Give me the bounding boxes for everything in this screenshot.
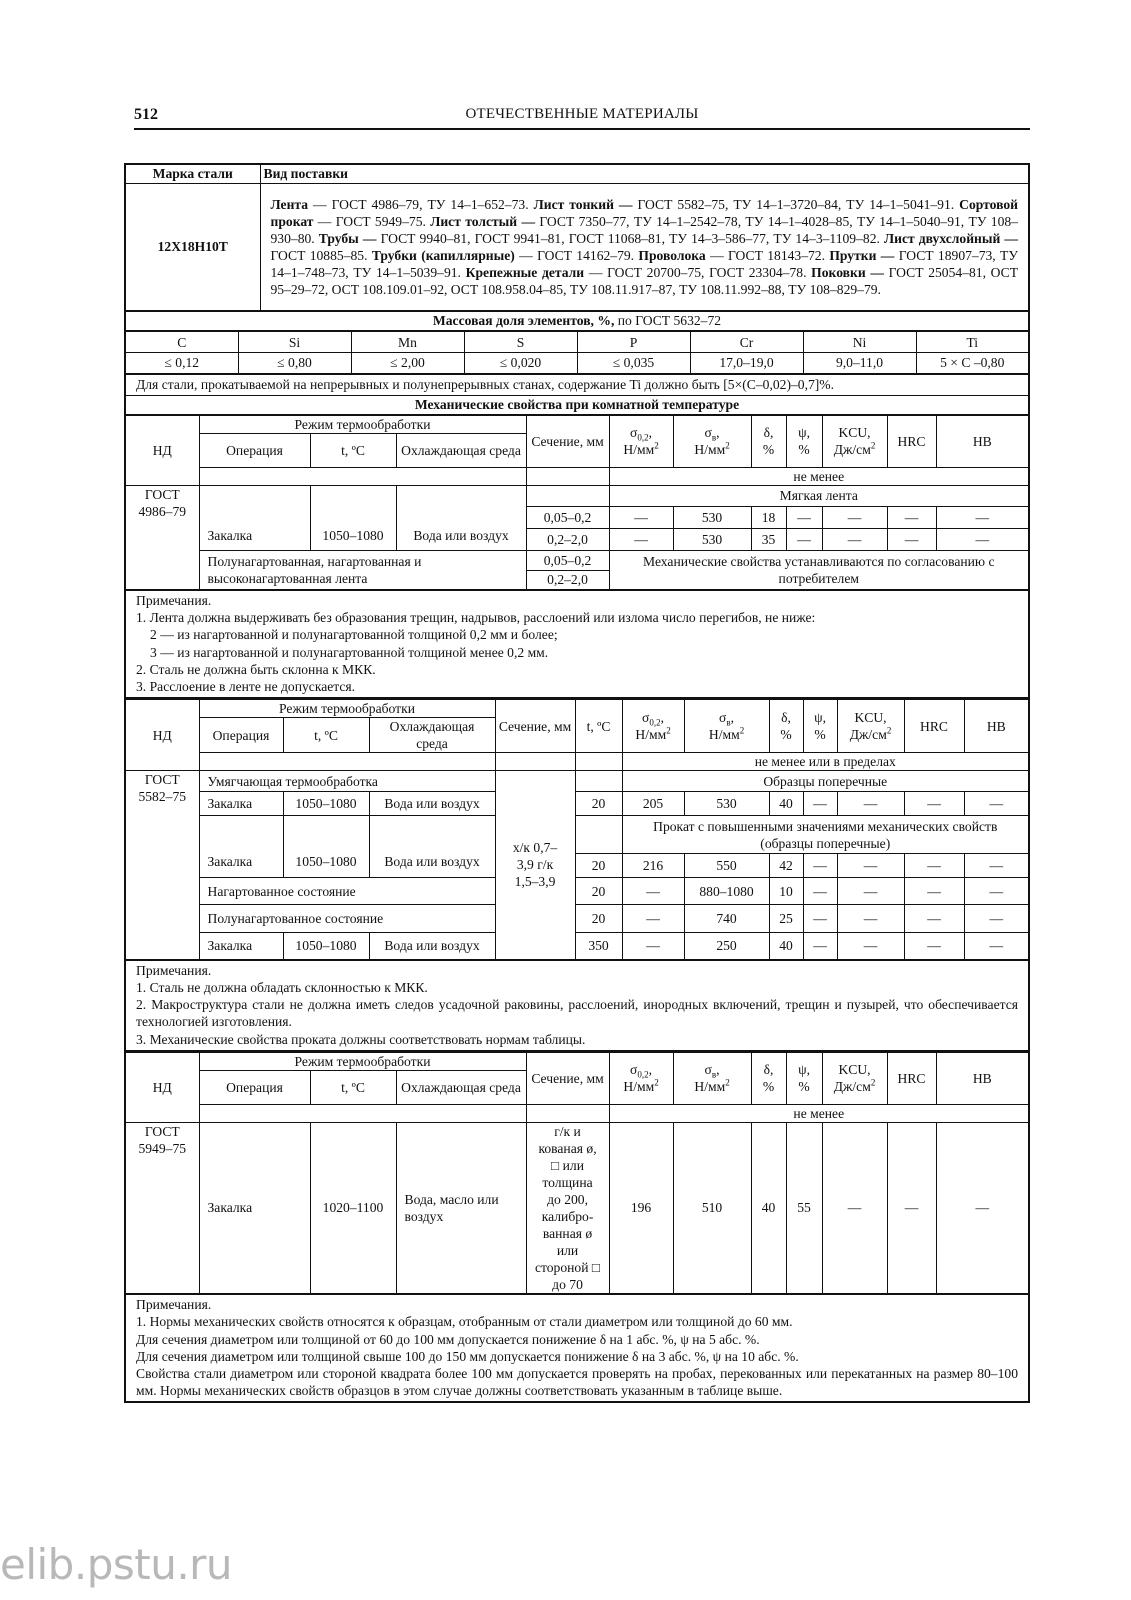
note-line: Для сечения диаметром или толщиной от 60 до 100 мм допускается понижение δ на 1 абс. %, ψ на 5 абс. %.: [136, 1331, 760, 1347]
temp-cell: 1050–1080: [283, 792, 369, 816]
value-cell: —: [904, 905, 964, 933]
t1-op: Закалка: [199, 485, 310, 550]
nd-5582: ГОСТ 5582–75: [125, 771, 199, 960]
supply-segment: Трубки (капиллярные): [371, 247, 515, 263]
value-cell: —: [822, 528, 887, 550]
value-cell: 18: [751, 506, 786, 528]
note-line: 2. Макроструктура стали не должна иметь следов усадочной раковины, расслоений, инородных включений, трещин и пузырей, что обеспечивается технологией изготовления.: [136, 997, 1018, 1030]
col-regime: Режим термообработки: [199, 415, 526, 433]
value-cell: —: [786, 506, 822, 528]
cool-cell: Вода или воздух: [369, 933, 495, 960]
element-cr: Cr: [690, 332, 803, 353]
composition-title: Массовая доля элементов, %, по ГОСТ 5632–72: [124, 312, 1030, 331]
col-cool: Охлаждающая среда: [396, 433, 526, 467]
supply-segment: ГОСТ 5582–75, ТУ 14–1–3720–84, ТУ 14–1–5041–91.: [632, 196, 960, 212]
value-cell: —: [822, 1122, 887, 1294]
document-body: [124, 163, 1030, 1403]
col-section: Сечение, мм: [526, 415, 609, 467]
element-value-p: ≤ 0,035: [577, 353, 690, 374]
test-temp-cell: 20: [575, 792, 622, 816]
section-cell: 0,05–0,2: [526, 506, 609, 528]
mech-table-4986: [124, 415, 1030, 592]
value-cell: —: [622, 933, 684, 960]
min-range-label: не менее или в пределах: [622, 753, 1029, 771]
page-number: 512: [134, 106, 158, 123]
operation-cell: Полунагартованное состояние: [199, 905, 495, 933]
supply-segment: Лист тонкий —: [533, 196, 633, 212]
supply-segment: ГОСТ 25054–81, ОСТ 95–29–72, ОСТ 108.109.01–92, ОСТ 108.958.04–85, ТУ 108.11.917–87, ТУ 108.11.992–88, ТУ 108–829–79.: [270, 264, 1019, 297]
element-ni: Ni: [803, 332, 916, 353]
t3-temp: 1020–1100: [310, 1122, 396, 1294]
note-line: Примечания.: [136, 1297, 212, 1313]
operation-cell: Закалка: [199, 933, 283, 960]
supply-segment: ГОСТ 7350–77, ТУ 14–1–2542–78, ТУ 14–1–4028–85, ТУ 14–1–5040–91, ТУ 108–930–80.: [270, 213, 1018, 246]
col-nd: НД: [125, 415, 199, 485]
t1-hard-sec-0: 0,05–0,2: [526, 550, 609, 570]
test-temp-cell: 350: [575, 933, 622, 960]
value-cell: —: [837, 792, 904, 816]
element-value-mn: ≤ 2,00: [351, 353, 464, 374]
value-cell: —: [609, 506, 673, 528]
col-hb: HB: [936, 1052, 1029, 1104]
supply-segment: Лист двухслойный —: [884, 230, 1019, 246]
col-psi: ψ, %: [786, 415, 822, 467]
supply-segment: Лист толстый —: [430, 213, 536, 229]
col-operation: Операция: [199, 1070, 310, 1104]
col-psi: ψ, %: [786, 1052, 822, 1104]
note-line: Примечания.: [136, 593, 212, 608]
col-sv: $\sigma_в$, $Н/мм^2$: [673, 415, 751, 467]
t1-hard-sec-1: 0,2–2,0: [526, 570, 609, 590]
col-s02: $\sigma_{0,2}$, $Н/мм^2$: [622, 700, 684, 753]
t1-hard-op: Полунагартованная, нагартованная и высоконагартованная лента: [199, 550, 526, 590]
col-s02: $\sigma_{0,2}$, $Н/мм^2$: [609, 1052, 673, 1104]
value-cell: 216: [622, 854, 684, 878]
value-cell: —: [622, 905, 684, 933]
element-c: C: [125, 332, 238, 353]
col-hb: HB: [936, 415, 1029, 467]
col-hrc: HRC: [887, 415, 936, 467]
value-cell: —: [609, 528, 673, 550]
nd-5949: ГОСТ 5949–75: [125, 1122, 199, 1294]
value-cell: 550: [684, 854, 769, 878]
steel-grade: 12Х18Н10Т: [125, 183, 260, 311]
supply-segment: Сортовой прокат: [270, 196, 1019, 229]
col-section: Сечение, мм: [526, 1052, 609, 1104]
value-cell: 196: [609, 1122, 673, 1294]
t2-section: х/к 0,7–3,9 г/к 1,5–3,9: [495, 771, 575, 960]
t3-cool: Вода, масло или воздух: [396, 1122, 526, 1294]
value-cell: 530: [673, 528, 751, 550]
temp-cell: 1050–1080: [283, 933, 369, 960]
value-cell: —: [904, 792, 964, 816]
element-si: Si: [238, 332, 351, 353]
t1-cool: Вода или воздух: [396, 485, 526, 550]
supply-segment: ГОСТ 18907–73, ТУ 14–1–748–73, ТУ 14–1–5039–91.: [270, 247, 1018, 280]
value-cell: —: [887, 528, 936, 550]
test-temp-cell: 20: [575, 854, 622, 878]
value-cell: —: [837, 878, 904, 905]
grade-table: [124, 163, 1030, 312]
t2-op-1: Закалка: [199, 816, 283, 878]
element-value-cr: 17,0–19,0: [690, 353, 803, 374]
col-delta: δ, %: [769, 700, 803, 753]
value-cell: —: [964, 905, 1029, 933]
supply-segment: — ГОСТ 20700–75, ГОСТ 23304–78.: [584, 264, 812, 280]
t1-temp: 1050–1080: [310, 485, 396, 550]
value-cell: —: [964, 933, 1029, 960]
nd-4986: ГОСТ 4986–79: [125, 485, 199, 590]
value-cell: 530: [684, 792, 769, 816]
note-line: 1. Сталь не должна обладать склонностью к МКК.: [136, 979, 428, 995]
value-cell: 25: [769, 905, 803, 933]
note-line: Свойства стали диаметром или стороной квадрата более 100 мм допускается проверять на пробах, перекованных или перекатанных на размер 80–100 мм. Нормы механических свойств образцов в этом случае должны соответствовать указанным в таблице выше.: [136, 1366, 1018, 1399]
supply-list: [260, 183, 1029, 311]
note-line: Примечания.: [136, 962, 212, 978]
value-cell: 42: [769, 854, 803, 878]
col-delta: δ, %: [751, 1052, 786, 1104]
note-line: 2 — из нагартованной и полунагартованной толщиной 0,2 мм и более;: [150, 627, 558, 643]
value-cell: —: [887, 506, 936, 528]
value-cell: 530: [673, 506, 751, 528]
operation-cell: Нагартованное состояние: [199, 878, 495, 905]
watermark: elib.pstu.ru: [0, 1540, 233, 1589]
value-cell: —: [803, 854, 837, 878]
col-kcu: KCU, $Дж/см^2$: [837, 700, 904, 753]
col-hb: HB: [964, 700, 1029, 753]
value-cell: —: [936, 1122, 1029, 1294]
value-cell: —: [803, 792, 837, 816]
note-line: 1. Лента должна выдерживать без образования трещин, надрывов, расслоений или излома число перегибов, не ниже:: [136, 610, 816, 626]
t2-sub2: Прокат с повышенными значениями механических свойств (образцы поперечные): [622, 816, 1029, 854]
cool-cell: Вода или воздух: [369, 792, 495, 816]
supply-segment: Лента: [270, 196, 309, 212]
col-nd: НД: [125, 700, 199, 771]
col-psi: ψ, %: [803, 700, 837, 753]
col-sv: $\sigma_в$, $Н/мм^2$: [684, 700, 769, 753]
t2-sub1: Образцы поперечные: [622, 771, 1029, 792]
t1-notes: [124, 591, 1030, 699]
col-temp: t, ºС: [310, 1070, 396, 1104]
element-value-ti: 5 × С –0,80: [916, 353, 1029, 374]
t2-notes: [124, 961, 1030, 1052]
t1-subtitle: Мягкая лента: [609, 485, 1029, 506]
grade-label: Марка стали: [125, 164, 260, 183]
running-header: [134, 106, 1030, 130]
value-cell: —: [803, 878, 837, 905]
supply-segment: — ГОСТ 5949–75.: [313, 213, 431, 229]
col-nd: НД: [125, 1052, 199, 1122]
mech-title: Механические свойства при комнатной температуре: [124, 396, 1030, 415]
supply-label: Вид поставки: [260, 164, 1029, 183]
value-cell: —: [904, 854, 964, 878]
value-cell: 55: [786, 1122, 822, 1294]
note-line: 1. Нормы механических свойств относятся к образцам, отобранным от стали диаметром или толщиной до 60 мм.: [136, 1314, 793, 1330]
value-cell: —: [964, 854, 1029, 878]
supply-segment: — ГОСТ 18143–72.: [705, 247, 830, 263]
supply-segment: ГОСТ 9940–81, ГОСТ 9941–81, ГОСТ 11068–81, ТУ 14–3–586–77, ТУ 14–3–1109–82.: [376, 230, 884, 246]
min-label: не менее: [609, 1104, 1029, 1122]
value-cell: 510: [673, 1122, 751, 1294]
supply-segment: Прутки —: [829, 247, 895, 263]
col-operation: Операция: [199, 718, 283, 753]
operation-cell: Закалка: [199, 792, 283, 816]
section-cell: 0,2–2,0: [526, 528, 609, 550]
supply-segment: Поковки —: [811, 264, 884, 280]
element-value-c: ≤ 0,12: [125, 353, 238, 374]
running-title: ОТЕЧЕСТВЕННЫЕ МАТЕРИАЛЫ: [465, 106, 699, 122]
note-line: 3. Расслоение в ленте не допускается.: [136, 679, 356, 695]
value-cell: 40: [769, 933, 803, 960]
composition-note: Для стали, прокатываемой на непрерывных и полунепрерывных станах, содержание Ti должно быть [5×(С–0,02)–0,7]%.: [124, 375, 1030, 396]
col-test-temp: t, ºС: [575, 700, 622, 753]
col-hrc: HRC: [904, 700, 964, 753]
element-s: S: [464, 332, 577, 353]
value-cell: —: [837, 854, 904, 878]
value-cell: —: [964, 792, 1029, 816]
t3-notes: [124, 1295, 1030, 1403]
col-section: Сечение, мм: [495, 700, 575, 753]
col-operation: Операция: [199, 433, 310, 467]
mech-table-5949: [124, 1052, 1030, 1296]
value-cell: 40: [751, 1122, 786, 1294]
t3-op: Закалка: [199, 1122, 310, 1294]
value-cell: —: [803, 933, 837, 960]
t3-section: г/к и кованая ø, □ или толщина до 200, калибро-ванная ø или стороной □ до 70: [526, 1122, 609, 1294]
min-label: не менее: [609, 467, 1029, 485]
col-sv: $\sigma_в$, $Н/мм^2$: [673, 1052, 751, 1104]
col-regime: Режим термообработки: [199, 1052, 526, 1070]
supply-segment: — ГОСТ 14162–79.: [514, 247, 639, 263]
element-value-si: ≤ 0,80: [238, 353, 351, 374]
test-temp-cell: 20: [575, 878, 622, 905]
element-value-s: ≤ 0,020: [464, 353, 577, 374]
value-cell: 250: [684, 933, 769, 960]
value-cell: 740: [684, 905, 769, 933]
t2-soft-op: Умягчающая термообработка: [199, 771, 495, 792]
value-cell: —: [887, 1122, 936, 1294]
t2-cool-1: Вода или воздух: [369, 816, 495, 878]
value-cell: —: [822, 506, 887, 528]
col-cool: Охлаждающая среда: [396, 1070, 526, 1104]
value-cell: 10: [769, 878, 803, 905]
col-kcu: KCU, $Дж/см^2$: [822, 1052, 887, 1104]
element-value-ni: 9,0–11,0: [803, 353, 916, 374]
value-cell: —: [837, 905, 904, 933]
col-temp: t, ºС: [310, 433, 396, 467]
supply-segment: Крепежные детали: [465, 264, 585, 280]
value-cell: —: [803, 905, 837, 933]
col-temp: t, ºС: [283, 718, 369, 753]
col-cool: Охлаждающая среда: [369, 718, 495, 753]
col-regime: Режим термообработки: [199, 700, 495, 718]
value-cell: —: [964, 878, 1029, 905]
col-hrc: HRC: [887, 1052, 936, 1104]
element-mn: Mn: [351, 332, 464, 353]
composition-table: [124, 331, 1030, 375]
t2-temp-1: 1050–1080: [283, 816, 369, 878]
value-cell: 205: [622, 792, 684, 816]
test-temp-cell: 20: [575, 905, 622, 933]
supply-segment: — ГОСТ 4986–79, ТУ 14–1–652–73.: [308, 196, 534, 212]
element-p: P: [577, 332, 690, 353]
supply-segment: ГОСТ 10885–85.: [270, 247, 372, 263]
value-cell: —: [904, 933, 964, 960]
supply-segment: Трубы —: [318, 230, 377, 246]
element-ti: Ti: [916, 332, 1029, 353]
value-cell: —: [622, 878, 684, 905]
note-line: 3 — из нагартованной и полунагартованной толщиной менее 0,2 мм.: [150, 644, 549, 660]
note-line: Для сечения диаметром или толщиной свыше 100 до 150 мм допускается понижение δ на 3 абс. %, ψ на 10 абс. %.: [136, 1348, 799, 1364]
value-cell: 40: [769, 792, 803, 816]
note-line: 2. Сталь не должна быть склонна к МКК.: [136, 661, 376, 677]
col-s02: $\sigma_{0,2}$, $Н/мм^2$: [609, 415, 673, 467]
value-cell: —: [936, 506, 1029, 528]
mech-table-5582: [124, 699, 1030, 961]
supply-segment: Проволока: [638, 247, 706, 263]
value-cell: 880–1080: [684, 878, 769, 905]
col-kcu: KCU, $Дж/см^2$: [822, 415, 887, 467]
value-cell: —: [904, 878, 964, 905]
value-cell: —: [936, 528, 1029, 550]
note-line: 3. Механические свойства проката должны соответствовать нормам таблицы.: [136, 1031, 586, 1047]
value-cell: —: [786, 528, 822, 550]
col-delta: δ, %: [751, 415, 786, 467]
value-cell: 35: [751, 528, 786, 550]
t1-hard-note: Механические свойства устанавливаются по согласованию с потребителем: [609, 550, 1029, 590]
value-cell: —: [837, 933, 904, 960]
